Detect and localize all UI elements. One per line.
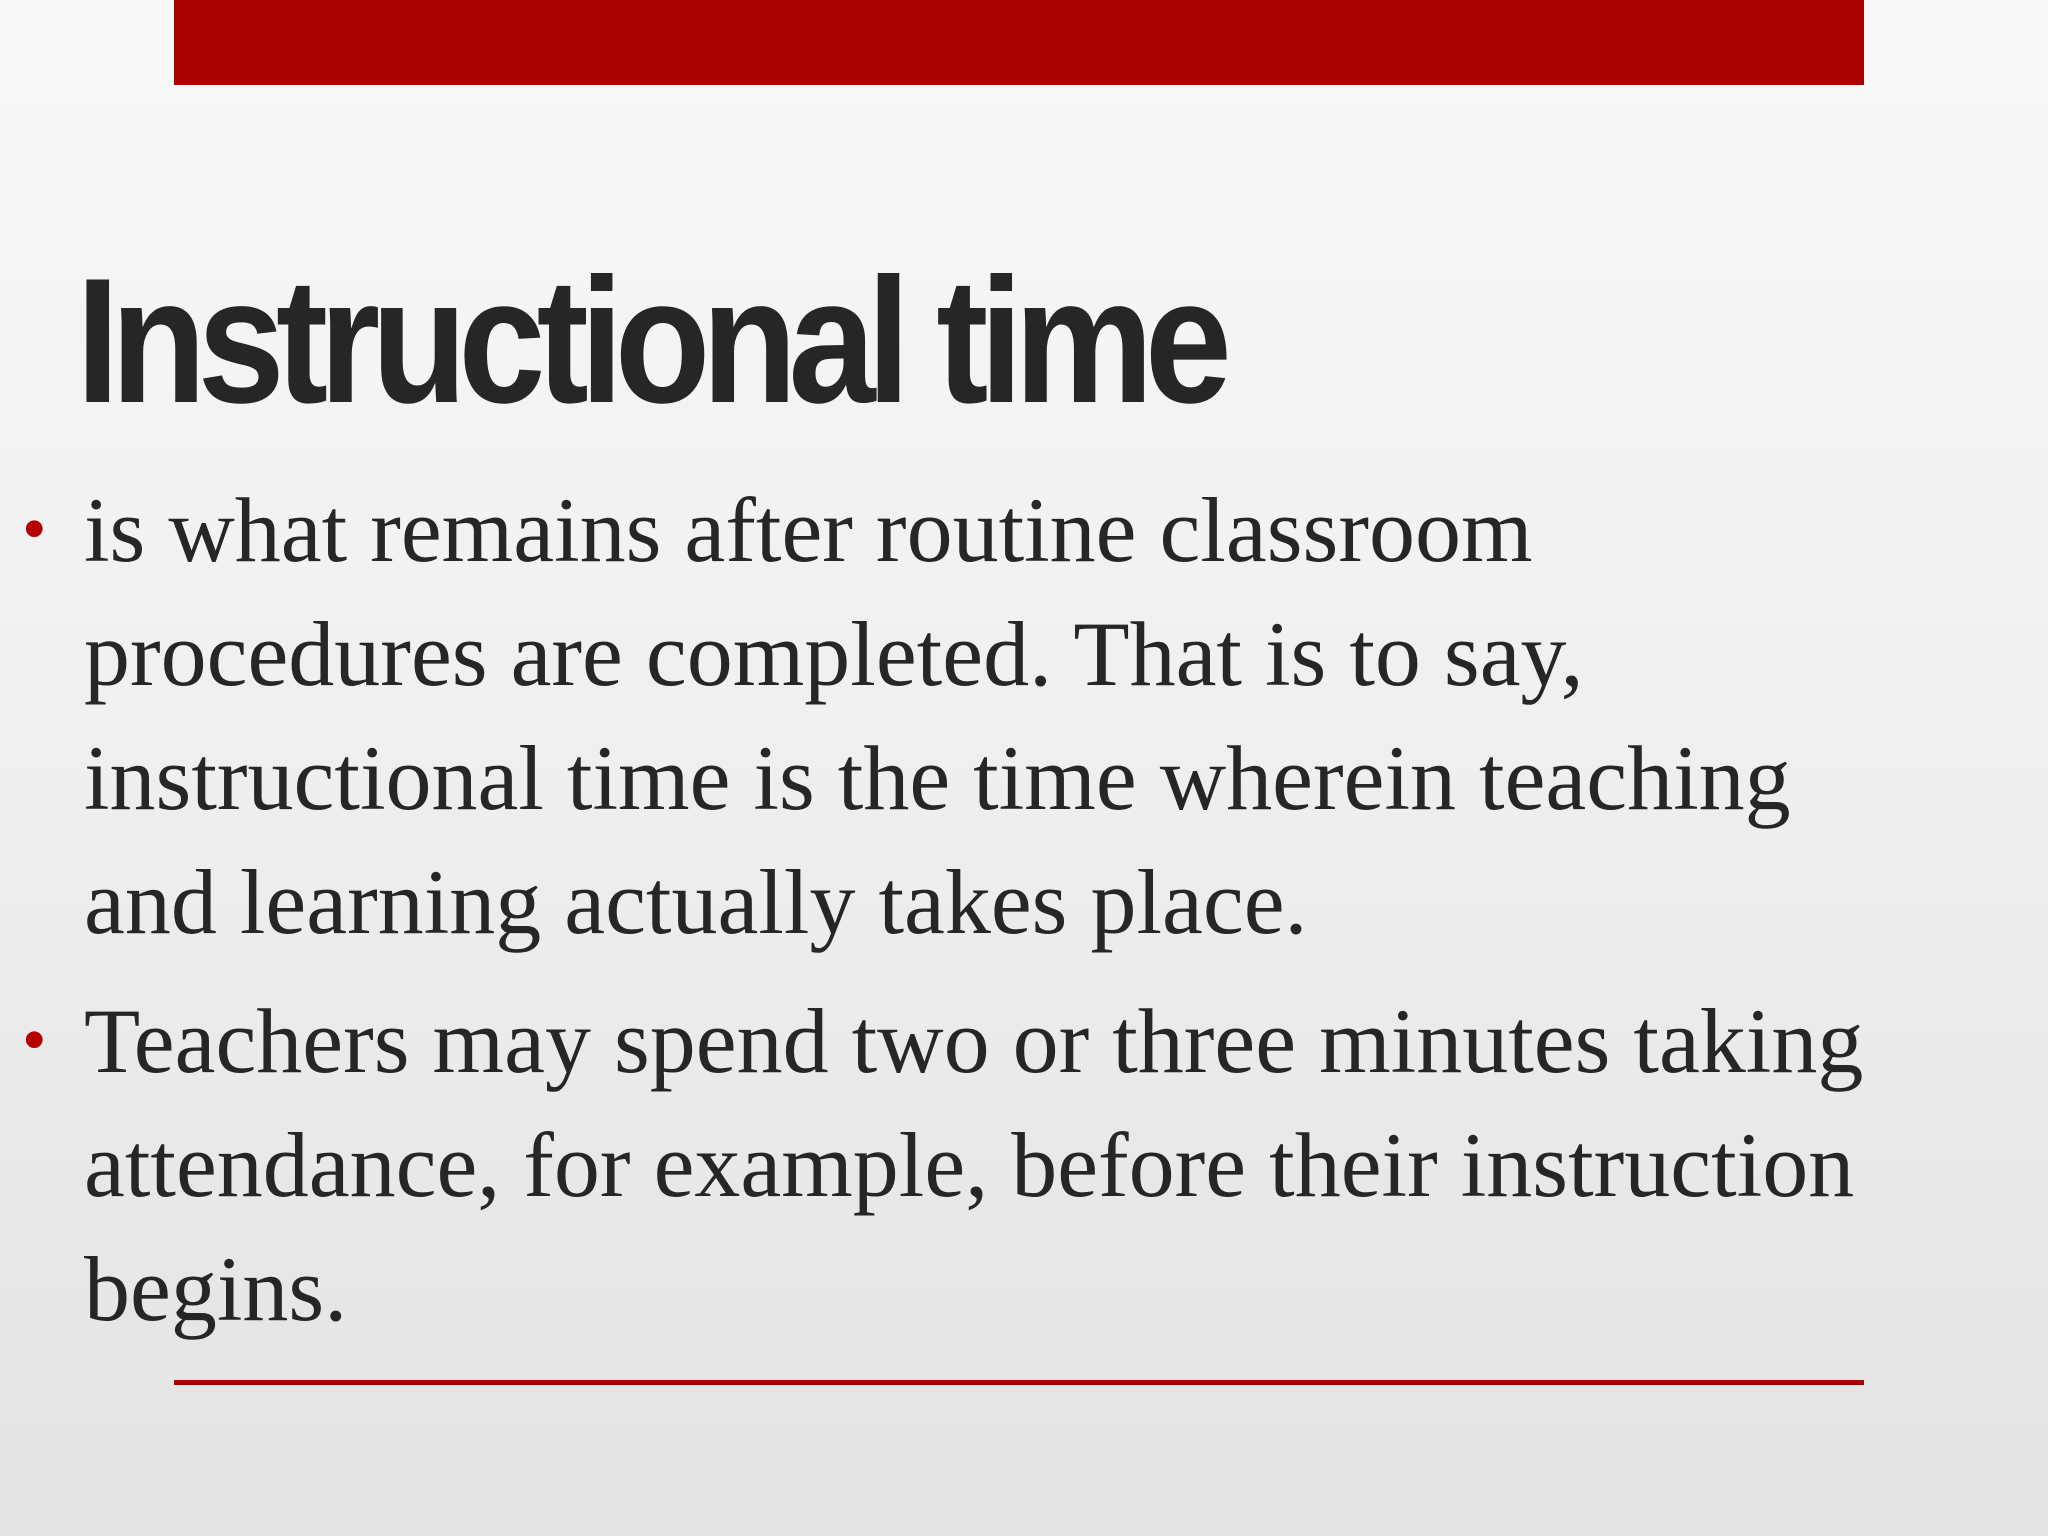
bullet-line: instructional time is the time wherein teaching bbox=[84, 727, 1791, 829]
bullet-line: begins. bbox=[84, 1238, 348, 1340]
bottom-accent-line bbox=[174, 1380, 1864, 1385]
bullet-line: is what remains after routine classroom bbox=[84, 479, 1533, 581]
bullet-line: Teachers may spend two or three minutes taking bbox=[84, 990, 1864, 1092]
bullet-line: and learning actually takes place. bbox=[84, 851, 1308, 953]
top-accent-bar bbox=[174, 0, 1864, 85]
bullet-line: attendance, for example, before their instruction bbox=[84, 1114, 1855, 1216]
bullet-icon: • bbox=[22, 491, 47, 568]
slide-title: Instructional time bbox=[76, 241, 1224, 440]
bullet-item bbox=[0, 979, 2048, 1351]
bullet-item bbox=[0, 468, 2048, 964]
bullet-line: procedures are completed. That is to say, bbox=[84, 603, 1584, 705]
bullet-icon: • bbox=[22, 1002, 47, 1079]
bullet-list bbox=[0, 468, 2048, 1351]
